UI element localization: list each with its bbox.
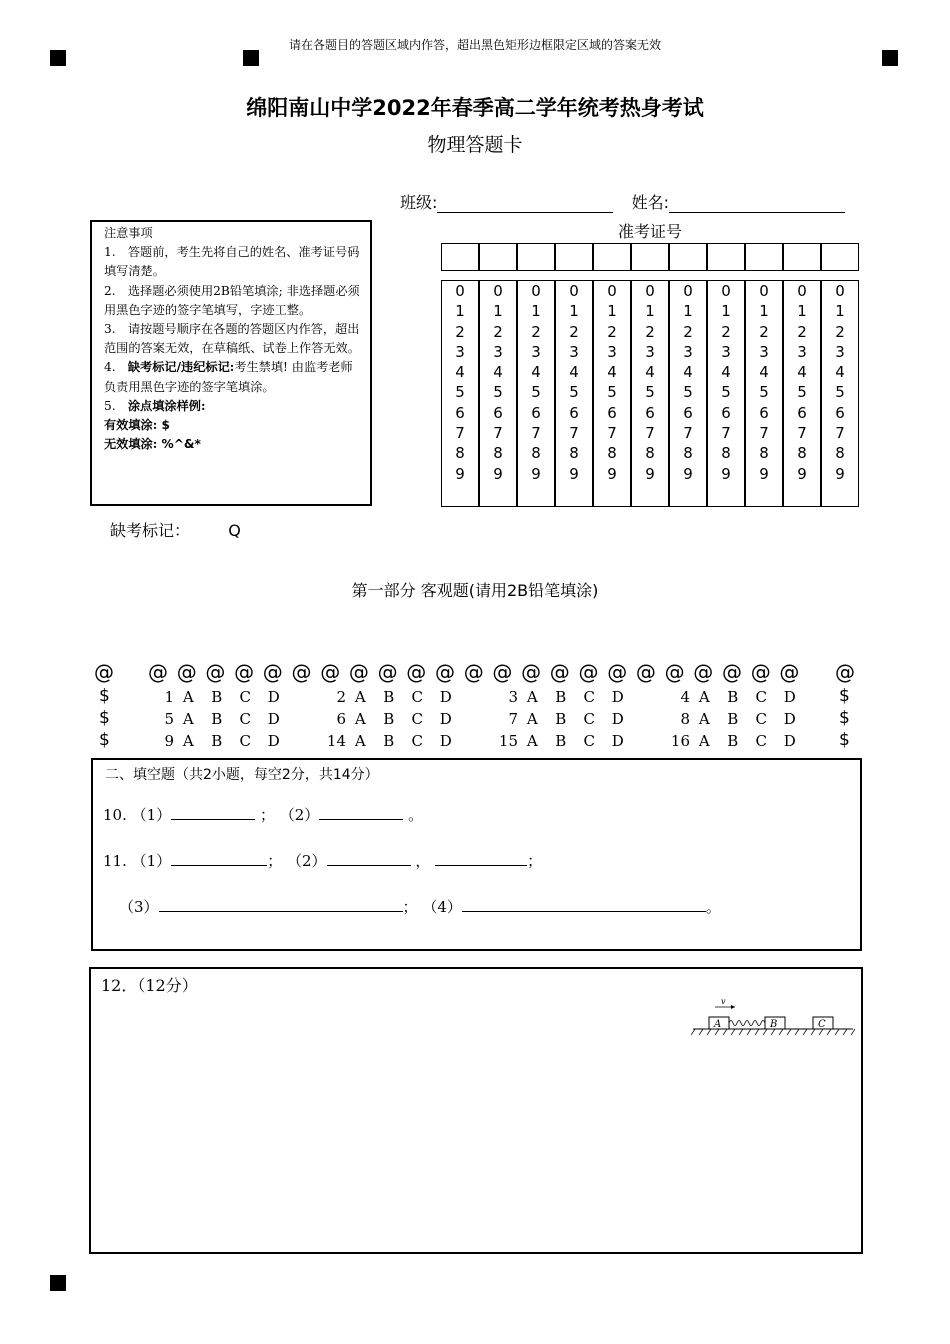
exam-id-digit-bubble[interactable]: 1 [455, 302, 465, 321]
exam-id-digit-bubble[interactable]: 4 [531, 363, 541, 382]
exam-id-digit-bubble[interactable]: 3 [721, 342, 731, 361]
mc-question [148, 688, 288, 706]
exam-id-digit-bubble[interactable]: 5 [493, 383, 503, 402]
exam-id-digit-bubble[interactable]: 0 [569, 282, 579, 300]
exam-id-digit-column [593, 280, 631, 507]
mc-question-number: 3 [508, 688, 518, 706]
exam-id-digit-bubble[interactable]: 9 [797, 464, 807, 483]
exam-id-digit-bubble[interactable]: 3 [493, 342, 503, 361]
exam-id-digit-bubble[interactable]: 4 [721, 363, 731, 382]
exam-id-digit-bubble[interactable]: 7 [645, 424, 655, 443]
mc-question [148, 732, 288, 750]
exam-id-digit-bubble[interactable]: 9 [721, 464, 731, 483]
timing-mark: @ [635, 660, 656, 684]
mc-option-bubble[interactable]: A [698, 688, 710, 706]
exam-id-digit-column [669, 280, 707, 507]
mc-option-bubble[interactable]: C [411, 732, 423, 750]
exam-id-digit-bubble[interactable]: 3 [759, 342, 769, 361]
mc-option-bubble[interactable]: C [239, 710, 251, 728]
absent-label: 缺考标记： [110, 521, 191, 540]
class-field[interactable] [437, 196, 613, 213]
exam-id-digit-bubble[interactable]: 3 [531, 342, 541, 361]
exam-id-digit-bubble[interactable]: 8 [721, 444, 731, 463]
exam-id-digit-bubble[interactable]: 5 [455, 383, 465, 402]
mc-option-bubble[interactable]: C [755, 688, 767, 706]
notes-item-5: 5. 涂点填涂样例: [104, 398, 206, 413]
timing-mark: @ [148, 660, 168, 684]
mc-option-bubble[interactable]: D [783, 710, 796, 728]
exam-id-box[interactable] [517, 243, 555, 271]
exam-id-digit-bubble[interactable]: 1 [645, 302, 655, 321]
absent-bubble[interactable]: Q [228, 521, 241, 540]
exam-id-digit-bubble[interactable]: 3 [683, 342, 693, 361]
mc-question [492, 732, 632, 750]
exam-id-digit-bubble[interactable]: 9 [569, 464, 579, 483]
mc-question [148, 710, 288, 728]
exam-id-digit-bubble[interactable]: 4 [645, 363, 655, 382]
exam-id-digit-bubble[interactable]: 8 [835, 444, 845, 463]
exam-id-digit-bubble[interactable]: 0 [721, 282, 731, 300]
mc-option-bubble[interactable]: D [611, 710, 624, 728]
timing-mark: @ [435, 660, 455, 684]
exam-id-digit-bubble[interactable]: 8 [607, 444, 617, 463]
corner-mark-bottom-left [50, 1275, 66, 1291]
timing-mark: @ [693, 660, 714, 684]
absent-mark-row [110, 518, 241, 541]
mc-question-number: 15 [498, 732, 518, 750]
exam-id-digit-bubble[interactable]: 5 [835, 383, 845, 402]
exam-id-digit-bubble[interactable]: 3 [645, 342, 655, 361]
mc-question [320, 732, 460, 750]
exam-id-digit-bubble[interactable]: 8 [683, 444, 693, 463]
exam-id-digit-bubble[interactable]: 6 [607, 403, 617, 422]
exam-id-digit-bubble[interactable]: 8 [645, 444, 655, 463]
row-timing-mark: $ [99, 686, 110, 706]
page-subtitle: 物理答题卡 [427, 134, 523, 156]
timing-mark: @ [750, 660, 771, 684]
exam-id-digit-bubble[interactable]: 4 [455, 363, 465, 382]
exam-id-digit-bubble[interactable]: 5 [645, 383, 655, 402]
exam-id-digit-bubble[interactable]: 3 [835, 342, 845, 361]
exam-id-digit-bubble[interactable]: 5 [797, 383, 807, 402]
label-b: B [770, 1019, 778, 1030]
row-timing-mark: $ [839, 708, 850, 728]
timing-mark: @ [320, 660, 341, 684]
exam-id-digit-bubble[interactable]: 9 [455, 464, 465, 483]
mc-option-bubble[interactable]: B [211, 688, 223, 706]
exam-id-digit-bubble[interactable]: 0 [455, 282, 465, 300]
mc-option-bubble[interactable]: C [239, 688, 251, 706]
mc-question [664, 710, 804, 728]
exam-id-digit-bubble[interactable]: 0 [493, 282, 503, 300]
exam-id-box[interactable] [783, 243, 821, 271]
mc-option-bubble[interactable]: D [611, 732, 624, 750]
mc-option-bubble[interactable]: C [411, 688, 423, 706]
mc-question [492, 710, 632, 728]
mc-question [664, 732, 804, 750]
exam-id-digit-bubble[interactable]: 3 [455, 342, 465, 361]
mc-option-bubble[interactable]: B [727, 732, 739, 750]
exam-id-box[interactable] [669, 243, 707, 271]
q10-line: 10. （1） ； （2） 。 [103, 806, 424, 824]
mc-question [492, 688, 632, 706]
mc-question-number: 14 [326, 732, 346, 750]
timing-mark: @ [549, 660, 570, 684]
mc-option-bubble[interactable]: B [555, 710, 567, 728]
mc-question-number: 5 [164, 710, 174, 728]
q11-blank-5[interactable] [462, 896, 706, 912]
exam-id-digit-bubble[interactable]: 2 [493, 322, 503, 341]
exam-id-digit-bubble[interactable]: 2 [607, 322, 617, 341]
q12-figure [691, 993, 857, 1039]
exam-id-digit-bubble[interactable]: 7 [683, 424, 693, 443]
label-a: A [714, 1019, 722, 1030]
exam-id-digit-bubble[interactable]: 5 [531, 383, 541, 402]
exam-id-digit-column [821, 280, 859, 507]
exam-id-digit-bubble[interactable]: 0 [797, 282, 807, 300]
mc-option-bubble[interactable]: A [698, 710, 710, 728]
exam-id-box[interactable] [593, 243, 631, 271]
exam-id-digit-bubble[interactable]: 7 [797, 424, 807, 443]
mc-option-bubble[interactable]: C [755, 710, 767, 728]
exam-id-digit-column [783, 280, 821, 507]
mc-option-bubble[interactable]: D [267, 732, 280, 750]
mc-option-bubble[interactable]: D [611, 688, 624, 706]
exam-id-box[interactable] [821, 243, 859, 271]
exam-id-digit-bubble[interactable]: 4 [607, 363, 617, 382]
exam-id-digit-bubble[interactable]: 7 [835, 424, 845, 443]
exam-id-digit-bubble[interactable]: 3 [797, 342, 807, 361]
exam-id-digit-bubble[interactable]: 9 [759, 464, 769, 483]
mc-option-bubble[interactable]: C [411, 710, 423, 728]
mc-option-bubble[interactable]: B [555, 688, 567, 706]
mc-option-bubble[interactable]: A [182, 710, 194, 728]
timing-mark: @ [664, 660, 685, 684]
mc-option-bubble[interactable]: D [783, 732, 796, 750]
timing-mark: @ [291, 660, 312, 684]
exam-id-digit-bubble[interactable]: 0 [835, 282, 845, 300]
exam-id-digit-bubble[interactable]: 2 [721, 322, 731, 341]
exam-id-digit-bubble[interactable]: 6 [569, 403, 579, 422]
timing-mark: @ [262, 660, 283, 684]
exam-id-digit-bubble[interactable]: 6 [683, 403, 693, 422]
mc-option-bubble[interactable]: A [526, 688, 538, 706]
exam-id-digit-bubble[interactable]: 0 [759, 282, 769, 300]
timing-mark: @ [492, 660, 513, 684]
exam-id-digit-bubble[interactable]: 5 [721, 383, 731, 402]
mc-option-bubble[interactable]: D [267, 710, 280, 728]
exam-id-digit-bubble[interactable]: 0 [645, 282, 655, 300]
timing-mark: @ [94, 660, 114, 684]
exam-id-digit-bubble[interactable]: 3 [607, 342, 617, 361]
mc-question-number: 6 [336, 710, 346, 728]
mc-question [320, 710, 460, 728]
exam-id-label: 准考证号 [617, 222, 682, 241]
exam-id-digit-bubble[interactable]: 1 [683, 302, 693, 321]
mc-option-bubble[interactable]: D [783, 688, 796, 706]
mc-option-bubble[interactable]: B [383, 710, 395, 728]
exam-id-digit-bubble[interactable]: 9 [493, 464, 503, 483]
mc-option-bubble[interactable]: A [182, 732, 194, 750]
exam-id-digit-bubble[interactable]: 6 [835, 403, 845, 422]
exam-id-digit-bubble[interactable]: 3 [569, 342, 579, 361]
class-label: 班级: [400, 193, 438, 212]
timing-mark: @ [205, 660, 226, 684]
mc-question [664, 688, 804, 706]
exam-id-digit-bubble[interactable]: 8 [531, 444, 541, 463]
valid-sample: 有效填涂: $ [104, 418, 170, 433]
exam-id-digit-bubble[interactable]: 8 [493, 444, 503, 463]
label-c: C [818, 1019, 826, 1030]
timing-mark: @ [578, 660, 599, 684]
timing-mark: @ [607, 660, 628, 684]
mc-option-bubble[interactable]: B [383, 732, 395, 750]
q11-blank-2[interactable] [327, 850, 411, 866]
name-field[interactable] [669, 196, 845, 213]
exam-id-digit-bubble[interactable]: 6 [759, 403, 769, 422]
warning-text: 请在各题目的答题区域内作答，超出黑色矩形边框限定区域的答案无效 [288, 38, 661, 52]
exam-id-digit-bubble[interactable]: 7 [607, 424, 617, 443]
part1-title: 第一部分 客观题(请用2B铅笔填涂) [351, 581, 599, 600]
exam-id-digit-bubble[interactable]: 6 [645, 403, 655, 422]
mc-option-bubble[interactable]: A [526, 710, 538, 728]
mc-option-bubble[interactable]: A [698, 732, 710, 750]
timing-mark: @ [377, 660, 398, 684]
exam-id-digit-bubble[interactable]: 2 [645, 322, 655, 341]
invalid-sample: 无效填涂: %^&* [104, 437, 201, 452]
mc-question-number: 2 [336, 688, 346, 706]
mc-option-bubble[interactable]: C [583, 710, 595, 728]
mc-option-bubble[interactable]: B [383, 688, 395, 706]
mc-option-bubble[interactable]: C [583, 688, 595, 706]
exam-id-digit-bubble[interactable]: 5 [759, 383, 769, 402]
exam-id-digit-column [555, 280, 593, 507]
mc-option-bubble[interactable]: A [354, 688, 366, 706]
row-timing-mark: $ [99, 708, 110, 728]
exam-id-digit-bubble[interactable]: 2 [759, 322, 769, 341]
notes-title: 注意事项 [104, 226, 153, 240]
mc-option-bubble[interactable]: A [526, 732, 538, 750]
mc-question-number: 8 [680, 710, 690, 728]
mc-question-number: 4 [680, 688, 690, 706]
exam-id-digit-bubble[interactable]: 8 [759, 444, 769, 463]
mc-question-number: 9 [164, 732, 174, 750]
mc-question-number: 16 [670, 732, 690, 750]
row-timing-mark: $ [99, 730, 110, 750]
mc-option-bubble[interactable]: C [583, 732, 595, 750]
mc-option-bubble[interactable]: B [555, 732, 567, 750]
q11-line-2: （3） ； （4） 。 [119, 898, 721, 916]
exam-id-digit-bubble[interactable]: 8 [455, 444, 465, 463]
mc-option-bubble[interactable]: D [439, 688, 452, 706]
exam-id-digit-column [517, 280, 555, 507]
exam-id-box[interactable] [441, 243, 479, 271]
exam-id-digit-bubble[interactable]: 4 [835, 363, 845, 382]
q10-number: 10. [103, 806, 127, 824]
q10-blank-1[interactable] [171, 804, 255, 820]
mc-option-bubble[interactable]: B [727, 688, 739, 706]
fill-in-title: 二、填空题（共2小题，每空2分，共14分） [105, 767, 379, 783]
exam-id-digit-bubble[interactable]: 2 [455, 322, 465, 341]
exam-id-digit-column [631, 280, 669, 507]
exam-id-digit-column [707, 280, 745, 507]
exam-id-digit-bubble[interactable]: 4 [683, 363, 693, 382]
row-timing-mark: $ [839, 686, 850, 706]
exam-id-box[interactable] [631, 243, 669, 271]
notes-item-2: 2. 选择题必须使用2B铅笔填涂; 非选择题必须用黑色字迹的签字笔填写，字迹工整。 [104, 283, 360, 317]
name-label: 姓名: [631, 193, 669, 212]
timing-mark: @ [722, 660, 742, 684]
exam-id-digit-bubble[interactable]: 9 [645, 464, 655, 483]
mc-option-bubble[interactable]: A [354, 732, 366, 750]
q11-blank-4[interactable] [159, 896, 403, 912]
exam-id-digit-bubble[interactable]: 9 [531, 464, 541, 483]
exam-id-digit-bubble[interactable]: 5 [607, 383, 617, 402]
mc-option-bubble[interactable]: B [211, 732, 223, 750]
exam-id-digit-bubble[interactable]: 1 [607, 302, 617, 321]
timing-mark: @ [234, 660, 255, 684]
exam-id-digit-column [479, 280, 517, 507]
exam-id-box[interactable] [555, 243, 593, 271]
q11-blank-1[interactable] [171, 850, 267, 866]
exam-id-digit-bubble[interactable]: 8 [797, 444, 807, 463]
velocity-label: v [721, 997, 726, 1006]
exam-id-digit-bubble[interactable]: 7 [759, 424, 769, 443]
notes-item-3: 3. 请按题号顺序在各题的答题区内作答，超出范围的答案无效，在草稿纸、试卷上作答无效。 [104, 322, 360, 356]
exam-id-digit-bubble[interactable]: 0 [607, 282, 617, 300]
notes-item-4: 4. 缺考标记/违纪标记:考生禁填! 由监考老师负责用黑色字迹的签字笔填涂。 [104, 360, 353, 394]
mc-option-bubble[interactable]: D [439, 710, 452, 728]
timing-mark: @ [779, 660, 800, 684]
timing-mark: @ [348, 660, 369, 684]
timing-mark: @ [835, 660, 855, 684]
timing-mark: @ [406, 660, 427, 684]
exam-id-digit-bubble[interactable]: 7 [531, 424, 541, 443]
exam-id-digit-bubble[interactable]: 7 [569, 424, 579, 443]
exam-id-digit-column [745, 280, 783, 507]
exam-id-digit-bubble[interactable]: 1 [759, 302, 769, 321]
exam-id-digit-bubble[interactable]: 8 [569, 444, 579, 463]
exam-id-digit-bubble[interactable]: 1 [721, 302, 731, 321]
exam-id-box[interactable] [479, 243, 517, 271]
exam-id-digit-bubble[interactable]: 7 [721, 424, 731, 443]
notes-item-1: 1. 答题前，考生先将自己的姓名、准考证号码填写清楚。 [104, 245, 360, 279]
exam-id-digit-bubble[interactable]: 5 [683, 383, 693, 402]
exam-id-digit-bubble[interactable]: 6 [455, 403, 465, 422]
mc-option-bubble[interactable]: C [239, 732, 251, 750]
exam-id-digit-bubble[interactable]: 7 [455, 424, 465, 443]
q12-section[interactable] [89, 967, 863, 1254]
class-name-line [400, 190, 845, 213]
exam-id-digit-bubble[interactable]: 9 [607, 464, 617, 483]
exam-id-digit-bubble[interactable]: 0 [531, 282, 541, 300]
mc-question-number: 1 [164, 688, 174, 706]
timing-mark: @ [463, 660, 484, 684]
exam-id-digit-bubble[interactable]: 4 [493, 363, 503, 382]
exam-id-digit-bubble[interactable]: 2 [569, 322, 579, 341]
timing-mark: @ [521, 660, 542, 684]
exam-id-digit-bubble[interactable]: 1 [493, 302, 503, 321]
exam-id-digit-bubble[interactable]: 9 [683, 464, 693, 483]
exam-id-digit-bubble[interactable]: 0 [683, 282, 693, 300]
exam-id-digit-bubble[interactable]: 4 [569, 363, 579, 382]
exam-id-box[interactable] [707, 243, 745, 271]
mc-option-bubble[interactable]: D [267, 688, 280, 706]
exam-id-digit-bubble[interactable]: 4 [797, 363, 807, 382]
exam-id-digit-bubble[interactable]: 6 [493, 403, 503, 422]
exam-id-digit-bubble[interactable]: 4 [759, 363, 769, 382]
mc-question-number: 7 [508, 710, 518, 728]
mc-option-bubble[interactable]: D [439, 732, 452, 750]
exam-id-digit-bubble[interactable]: 2 [835, 322, 845, 341]
notes-box [90, 220, 372, 506]
timing-mark: @ [176, 660, 197, 684]
exam-id-digit-bubble[interactable]: 6 [531, 403, 541, 422]
mc-option-bubble[interactable]: B [211, 710, 223, 728]
page-title: 绵阳南山中学2022年春季高二学年统考热身考试 [246, 96, 704, 120]
exam-id-digit-bubble[interactable]: 2 [683, 322, 693, 341]
q11-line: 11. （1） ； （2） ， ； [103, 852, 543, 870]
exam-id-digit-bubble[interactable]: 1 [835, 302, 845, 321]
q11-blank-3[interactable] [435, 850, 527, 866]
exam-id-digit-bubble[interactable]: 6 [797, 403, 807, 422]
mc-question [320, 688, 460, 706]
exam-id-digit-bubble[interactable]: 1 [569, 302, 579, 321]
q11-number: 11. [103, 852, 127, 870]
exam-id-digit-bubble[interactable]: 1 [531, 302, 541, 321]
mc-option-bubble[interactable]: C [755, 732, 767, 750]
q10-blank-2[interactable] [319, 804, 403, 820]
exam-id-digit-bubble[interactable]: 6 [721, 403, 731, 422]
exam-id-digit-bubble[interactable]: 2 [797, 322, 807, 341]
exam-id-digit-bubble[interactable]: 7 [493, 424, 503, 443]
mc-option-bubble[interactable]: A [182, 688, 194, 706]
row-timing-mark: $ [839, 730, 850, 750]
exam-id-digit-bubble[interactable]: 1 [797, 302, 807, 321]
exam-id-digit-bubble[interactable]: 9 [835, 464, 845, 483]
exam-id-box[interactable] [745, 243, 783, 271]
exam-id-digit-bubble[interactable]: 5 [569, 383, 579, 402]
mc-option-bubble[interactable]: B [727, 710, 739, 728]
mc-option-bubble[interactable]: A [354, 710, 366, 728]
q12-title: 12．（12分） [101, 976, 198, 995]
exam-id-digit-bubble[interactable]: 2 [531, 322, 541, 341]
exam-id-digit-column [441, 280, 479, 507]
fill-in-section [91, 758, 862, 951]
